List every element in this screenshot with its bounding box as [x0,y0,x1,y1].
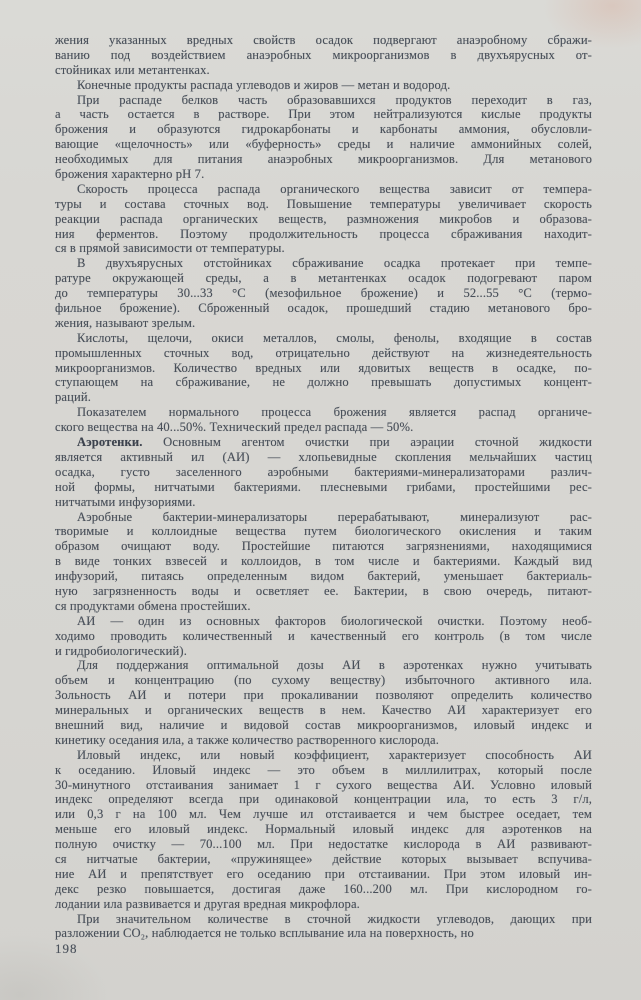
text-line: жения указанных вредных свойств осадок подвергают анаэробному сбражи- [55,33,592,47]
text-line: брожения характерно pH 7. [55,167,205,182]
text-line: 30-минутного отстаивания занимает 1 г сухого вещества АИ. Условно иловый [55,777,592,792]
text-line: полную очистку — 70...100 мл. При недостатке кислорода в АИ развивают- [55,837,592,852]
text-line: микроорганизмов. Количество вредных или ядовитых веществ в осадке, по- [55,360,592,375]
text-line: является активный ил (АИ) — хлопьевидные скопления мельчайших частиц [55,449,592,464]
paragraph [55,748,592,912]
text-line: Конечные продукты распада углеводов и жиров — метан и водород. [77,77,451,92]
paragraph [55,405,592,435]
text-line: ние АИ и препятствует его оседанию при отстаивании. При этом иловый ин- [55,866,592,881]
text-line: Кислоты, щелочи, окиси металлов, смолы, фенолы, входящие в состав [77,330,592,345]
paragraph [55,93,592,182]
text-line: В двухъярусных отстойниках сбраживание осадка протекает при темпе- [77,256,592,271]
text-line: ступающем на сбраживание, не должно превышать допустимых концент- [55,375,592,390]
text-line: ского вещества на 40...50%. Технический предел распада — 50%. [55,420,414,435]
text-line: ся в прямой зависимости от температуры. [55,241,285,256]
text-line: ной формы, нитчатыми бактериями. плесневыми грибами, простейшими рес- [55,479,592,494]
paragraph [55,78,592,93]
text-line: ратуре окружающей среды, а в метантенках осадок подогревают паром [55,271,592,286]
text-line: осадка, густо заселенного аэробными бактериями-минерализаторами различ- [55,464,592,479]
text-line: реакции распада органических веществ, размножения микробов и образова- [55,211,592,226]
text-line: Скорость процесса распада органического вещества зависит от темпера- [77,181,592,196]
text-line: инфузорий, питаясь определенным видом бактерий, уменьшает бактериаль- [55,569,592,584]
paragraph [55,435,592,509]
text-line: декс резко повышается, достигая даже 160...200 мл. При кислородном го- [55,881,592,896]
text-line: ся продуктами обмена простейших. [55,598,251,613]
paragraph-bold-lead: Аэротенки. [77,435,164,450]
paragraph [55,510,592,614]
text-line: до температуры 30...33 °C (мезофильное брожение) и 52...55 °C (термо- [55,286,592,301]
text-line: а часть остается в растворе. При этом нейтрализуются кислые продукты [55,107,592,122]
text-line: меньше его иловый индекс. Нормальный иловый индекс для аэротенков на [55,822,592,837]
text-line: Зольность АИ и потери при прокаливании позволяют определить количество [55,688,592,703]
text-line: внешний вид, наличие и видовой состав микроорганизмов, иловый индекс и [55,717,592,732]
text-line: жения, называют зрелым. [55,315,196,330]
text-line: минеральных и органических веществ в нем. Качество АИ характеризует его [55,703,592,718]
text-line: объем и концентрацию (по сухому веществу) избыточного активного ила. [55,673,592,688]
text-line: или 0,3 г на 100 мл. Чем лучше ил отстаивается и чем быстрее оседает, тем [55,807,592,822]
text-line: Для поддержания оптимальной дозы АИ в аэротенках нужно учитывать [77,658,592,673]
text-line: лодании ила развивается и другая вредная микрофлора. [55,896,360,911]
page-number: 198 [55,941,78,956]
text-line: нитчатыми инфузориями. [55,494,196,509]
text-line: При значительном количестве в сточной жидкости углеводов, дающих при [77,911,592,926]
text-line: творимые и коллоидные вещества путем биологического окисления и таким [55,524,592,539]
text-line: стойниках или метантенках. [55,62,210,77]
text-line: Аэротенки. Основным агентом очистки при аэрации сточной жидкости [77,435,592,450]
paragraph [55,331,592,405]
text-line: кинетику оседания ила, а также количество растворенного кислорода. [55,732,439,747]
text-line: промышленных сточных вод, отрицательно действуют на жизнедеятельность [55,345,592,360]
text-line: ся нитчатые бактерии, «пружинящее» действие которых вызывает вспучива- [55,851,592,866]
text-line: фильное брожение). Сброженный осадок, прошедший стадию метанового бро- [55,301,592,316]
text-line: вающие «щелочность» или «буферность» среды и наличие аммонийных солей, [55,137,592,152]
text-line: раций. [55,390,91,405]
text-line: ную загрязненность воды и осветляет ее. Бактерии, в свою очередь, питают- [55,583,592,598]
text-line: к оседанию. Иловый индекс — это объем в миллилитрах, который после [55,762,592,777]
paragraph [55,182,592,256]
text-line: Показателем нормального процесса брожения является распад органиче- [77,405,592,420]
text-line: ния ферментов. Поэтому продолжительность процесса сбраживания находит- [55,226,592,241]
paragraph [55,256,592,330]
text-line: и гидробиологический). [55,643,187,658]
text-line: ванию под воздействием анаэробных микроорганизмов в двухъярусных от- [55,47,592,62]
text-line: АИ — один из основных факторов биологической очистки. Поэтому необ- [77,613,592,628]
text-line: индекс определяют всегда при одинаковой концентрации ила, то есть 3 г/л, [55,792,592,807]
paragraph [55,614,592,659]
text-line: брожения и образуются гидрокарбонаты и карбонаты аммония, обусловли- [55,122,592,137]
paragraph [55,658,592,747]
text-line: туры и состава сточных вод. Повышение температуры увеличивает скорость [55,196,592,211]
text-line: необходимых для питания анаэробных микроорганизмов. Для метанового [55,152,592,167]
text-line: разложении CO₂, наблюдается не только всплывание ила на поверхность, но [55,926,474,941]
text-line: Аэробные бактерии-минерализаторы перерабатывают, минерализуют рас- [77,509,592,524]
paragraph [55,912,592,942]
paragraph [55,33,592,78]
text-line: образом очищают воду. Простейшие питаются загрязнениями, находящимися [55,539,592,554]
text-line: ходимо проводить количественный и качественный его контроль (в том числе [55,628,592,643]
text-line: Иловый индекс, или новый коэффициент, характеризует способность АИ [77,747,592,762]
text-line: При распаде белков часть образовавшихся продуктов переходит в газ, [77,92,592,107]
text-block [55,33,592,941]
text-line: в виде тонких взвесей и коллоидов, в том числе и бактериями. Каждый вид [55,554,592,569]
